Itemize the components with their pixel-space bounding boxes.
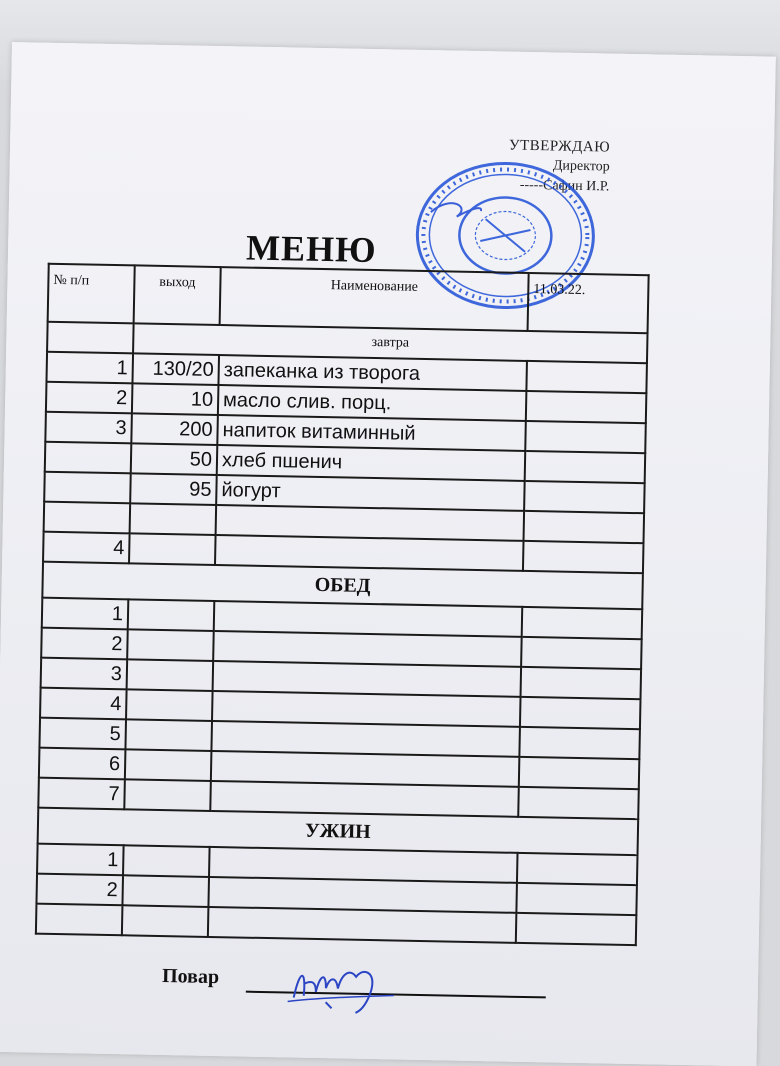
cook-signature	[285, 957, 396, 1019]
lunch-title: ОБЕД	[42, 562, 643, 610]
header-yield: выход	[134, 265, 221, 325]
row-dish	[208, 907, 517, 943]
menu-table	[35, 263, 650, 946]
row-extra	[526, 391, 647, 423]
row-extra	[523, 541, 644, 573]
row-yield	[130, 503, 217, 535]
row-number: 5	[39, 718, 126, 750]
row-yield	[128, 599, 215, 631]
row-yield: 130/20	[132, 353, 219, 385]
row-yield	[124, 779, 211, 811]
row-yield	[129, 533, 216, 565]
row-extra	[522, 607, 643, 639]
approval-name: -----Сафин И.Р.	[519, 177, 610, 195]
row-extra	[516, 913, 637, 945]
row-number: 1	[46, 352, 133, 384]
row-yield: 200	[131, 413, 218, 445]
row-yield	[122, 905, 209, 937]
header-num: № п/п	[48, 264, 135, 324]
row-yield	[126, 689, 213, 721]
cook-label: Повар	[161, 965, 220, 989]
row-number	[44, 472, 131, 504]
row-extra	[519, 727, 640, 759]
row-yield: 95	[130, 473, 217, 505]
row-number: 2	[36, 874, 123, 906]
row-number	[36, 904, 123, 936]
row-number	[44, 502, 131, 534]
row-number: 4	[43, 532, 130, 564]
row-number: 1	[42, 598, 129, 630]
dinner-title: УЖИН	[38, 808, 639, 856]
row-number: 1	[37, 844, 124, 876]
header-name: Наименование	[220, 267, 529, 331]
row-extra	[526, 361, 647, 393]
row-dish: напиток витаминный	[217, 415, 526, 451]
row-extra	[525, 421, 646, 453]
row-extra	[517, 853, 638, 885]
approval-role: Директор	[552, 158, 610, 175]
approval-title: УТВЕРЖДАЮ	[508, 137, 611, 156]
row-extra	[524, 511, 645, 543]
row-dish: йогурт	[216, 475, 525, 511]
row-number: 2	[41, 628, 128, 660]
row-yield	[123, 845, 210, 877]
row-number: 6	[39, 748, 126, 780]
row-number: 4	[40, 688, 127, 720]
row-number: 3	[45, 412, 132, 444]
breakfast-title: завтра	[133, 323, 647, 363]
row-number	[45, 442, 132, 474]
row-yield	[125, 749, 212, 781]
menu-title: МЕНЮ	[245, 227, 377, 271]
menu-sheet	[0, 42, 776, 1066]
row-yield: 50	[131, 443, 218, 475]
header-date: 11.03.22.	[528, 273, 649, 333]
row-dish: запеканка из творога	[218, 355, 527, 391]
empty-cell	[47, 322, 134, 354]
row-yield	[127, 629, 214, 661]
row-extra	[521, 637, 642, 669]
row-extra	[519, 757, 640, 789]
row-extra	[518, 787, 639, 819]
row-number: 3	[41, 658, 128, 690]
row-extra	[516, 883, 637, 915]
row-extra	[524, 481, 645, 513]
row-number: 2	[46, 382, 133, 414]
row-extra	[520, 697, 641, 729]
row-extra	[521, 667, 642, 699]
row-dish: масло слив. порц.	[218, 385, 527, 421]
row-number: 7	[38, 778, 125, 810]
row-extra	[525, 451, 646, 483]
row-yield	[127, 659, 214, 691]
row-dish: хлеб пшенич	[217, 445, 526, 481]
row-yield	[125, 719, 212, 751]
row-yield: 10	[132, 383, 219, 415]
row-yield	[122, 875, 209, 907]
